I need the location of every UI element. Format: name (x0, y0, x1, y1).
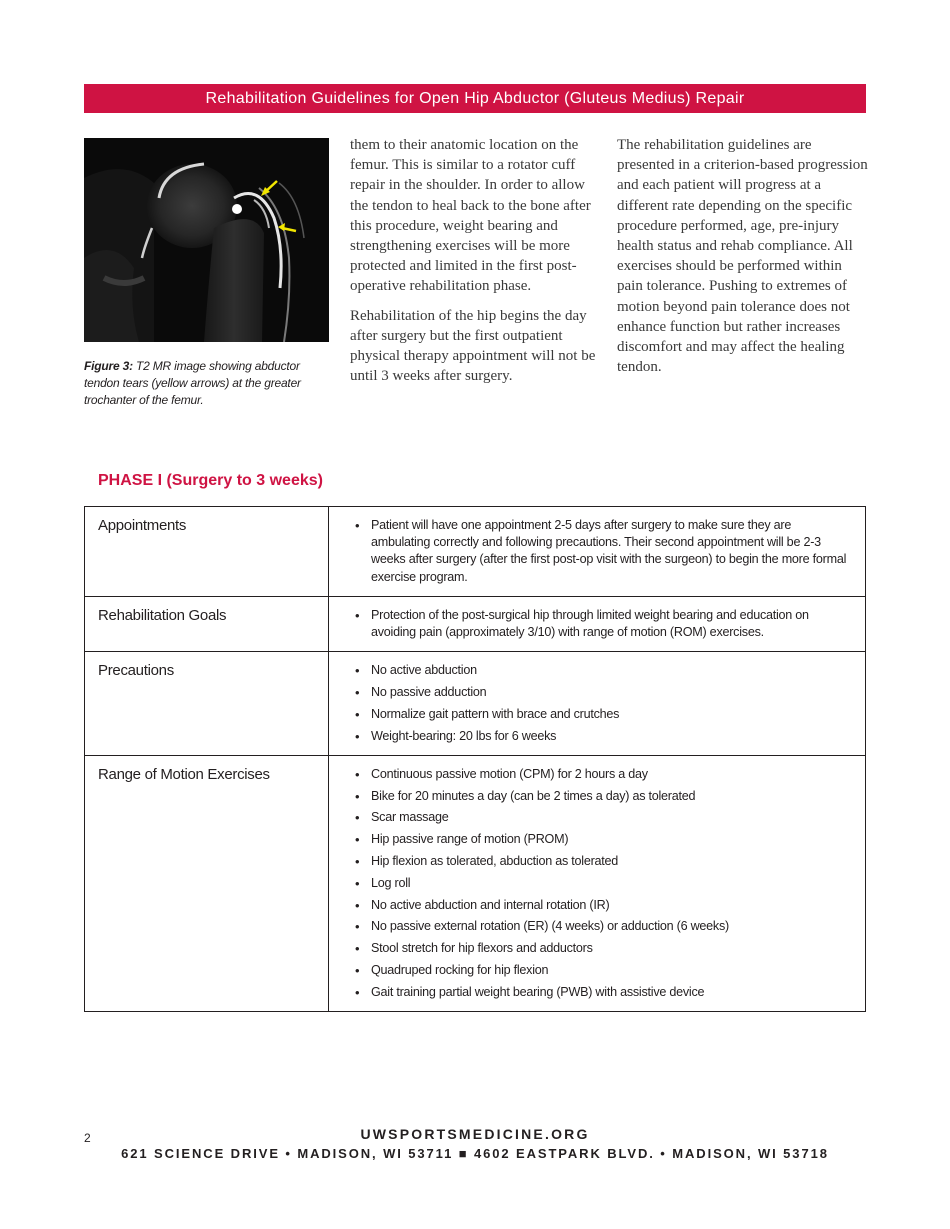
list-item: • Gait training partial weight bearing (PWB) with assistive device (355, 984, 851, 1001)
table-row (85, 652, 866, 756)
body-paragraph: Rehabilitation of the hip begins the day after surgery but the first outpatient physical therapy appointment will not be until 3 weeks after surgery. (350, 307, 596, 385)
mri-figure-image (84, 138, 329, 342)
body-column-2 (617, 135, 869, 386)
footer-website: UWSPORTSMEDICINE.ORG (360, 1126, 590, 1142)
row-content (329, 652, 866, 756)
body-paragraph: them to their anatomic location on the femur. This is similar to a rotator cuff repair in the shoulder. In order to allow the tendon to heal back to the bone after this procedure, weight bearing and strengthening exercises will be more protected and limited in the first post-operative rehabilitation phase. (350, 137, 591, 295)
list-item: • No passive adduction (355, 684, 851, 701)
list-item: • Hip passive range of motion (PROM) (355, 831, 851, 848)
list-item: • Hip flexion as tolerated, abduction as tolerated (355, 853, 851, 870)
body-paragraph: The rehabilitation guidelines are presented in a criterion-based progression and each patient will progress at a different rate depending on the specific procedure performed, age, pre-injury health status and rehab compliance. All exercises should be performed within pain tolerance. Pushing to extremes of motion beyond pain tolerance does not enhance function but rather increases discomfort and may affect the healing tendon. (617, 137, 868, 376)
footer-address: 621 SCIENCE DRIVE • MADISON, WI 53711 ■ 4602 EASTPARK BLVD. • MADISON, WI 53718 (121, 1146, 829, 1161)
figure-caption (84, 358, 324, 409)
list-item: • Stool stretch for hip flexors and adductors (355, 940, 851, 957)
list-item: • Protection of the post-surgical hip through limited weight bearing and education on avoiding pain (approximately 3/10) with range of motion (ROM) exercises. (355, 607, 851, 641)
row-content (329, 755, 866, 1011)
figure-caption-text: T2 MR image showing abductor tendon tears (yellow arrows) at the greater trochanter of the femur. (84, 359, 301, 407)
body-column-1 (350, 135, 605, 395)
mri-scan-illustration (84, 138, 329, 342)
list-item: • Bike for 20 minutes a day (can be 2 times a day) as tolerated (355, 788, 851, 805)
list-item: • Scar massage (355, 809, 851, 826)
page-number: 2 (84, 1131, 91, 1145)
list-item: • Log roll (355, 875, 851, 892)
list-item: • Quadruped rocking for hip flexion (355, 962, 851, 979)
row-label: Rehabilitation Goals (85, 596, 329, 651)
phase-table (84, 506, 866, 1012)
table-row (85, 755, 866, 1011)
list-item: • Patient will have one appointment 2-5 days after surgery to make sure they are ambulating correctly and following precautions. Their second appointment will be 2-3 weeks after surgery (after the first post-op visit with the surgeon) to begin the more formal exercise program. (355, 517, 851, 586)
list-item: • No active abduction (355, 662, 851, 679)
row-label: Appointments (85, 507, 329, 597)
row-label: Range of Motion Exercises (85, 755, 329, 1011)
table-row (85, 596, 866, 651)
figure-caption-label: Figure 3: (84, 359, 133, 373)
list-item: • Continuous passive motion (CPM) for 2 hours a day (355, 766, 851, 783)
list-item: • No active abduction and internal rotation (IR) (355, 897, 851, 914)
row-content (329, 507, 866, 597)
row-label: Precautions (85, 652, 329, 756)
header-title-bar: Rehabilitation Guidelines for Open Hip Abductor (Gluteus Medius) Repair (84, 84, 866, 113)
list-item: • No passive external rotation (ER) (4 weeks) or adduction (6 weeks) (355, 918, 851, 935)
list-item: • Weight-bearing: 20 lbs for 6 weeks (355, 728, 851, 745)
table-row (85, 507, 866, 597)
phase-title: PHASE I (Surgery to 3 weeks) (98, 472, 323, 489)
list-item: • Normalize gait pattern with brace and crutches (355, 706, 851, 723)
row-content (329, 596, 866, 651)
